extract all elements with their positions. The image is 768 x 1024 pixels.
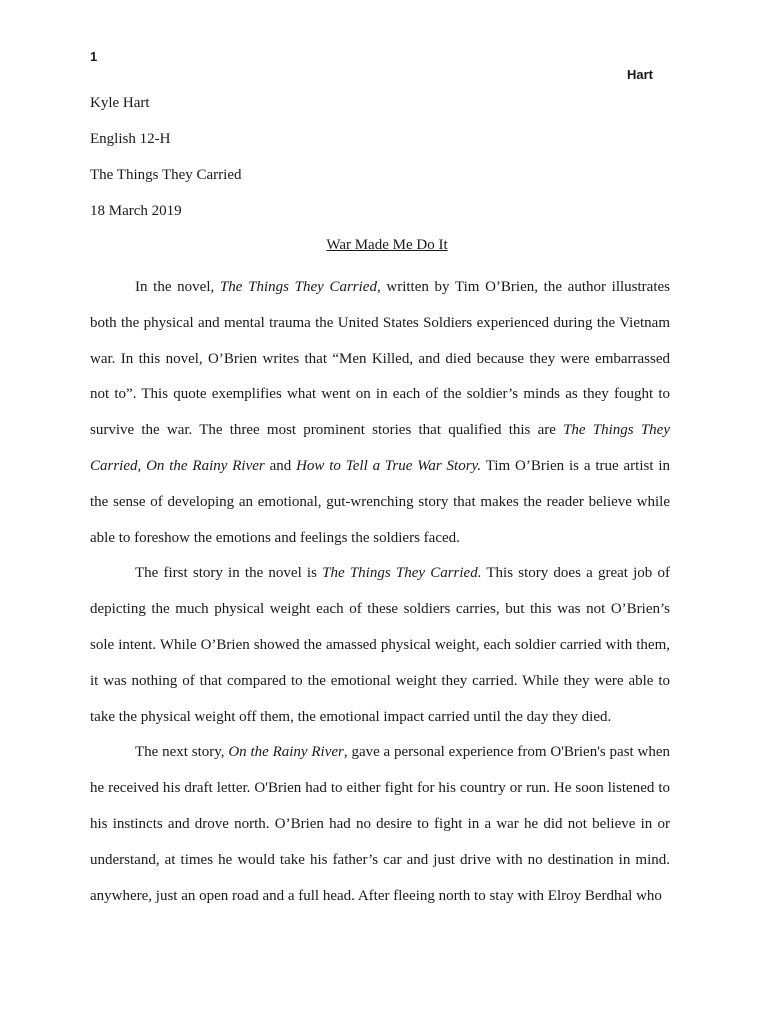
italic-title-run: How to Tell a True War Story. [296, 457, 482, 474]
text-run: and [264, 457, 297, 474]
assignment-subject: The Things They Carried [90, 167, 242, 183]
author-name: Kyle Hart [90, 95, 150, 111]
running-head: Hart [627, 67, 654, 82]
italic-title-run: The Things They Carried, [219, 279, 381, 295]
text-run: The first story in the novel is [135, 565, 323, 582]
text-run: , gave a personal experience from O'Brien's past when he received his draft letter. O'Brien had to either fight for his country or run. He soon listened to his instincts and drove north. O’Brien had no desire to fight in a war he did not believe in or understand, at times he would take his father’s car and just drive with no destination in mind. anywhere, just an open road and a full head. After fleeing north to stay with Elroy Berdhal who [90, 744, 671, 904]
body-paragraph [90, 556, 670, 735]
text-run: This story does a great job of depicting the much physical weight each of these soldiers carries, but this was not O’Brien’s sole intent. While O’Brien showed the amassed physical weight, each soldier carried with them, it was nothing of that compared to the emotional weight they carried. While they were able to take the physical weight off them, the emotional impact carried until the day they died. [90, 565, 670, 725]
body-paragraph [90, 270, 670, 556]
italic-title-run: The Things They Carried. [322, 565, 482, 582]
text-run: The next story, [135, 744, 229, 761]
body-paragraph [90, 735, 670, 914]
page-number: 1 [90, 49, 98, 64]
italic-title-run: The Things They Carried, On the Rainy River [90, 422, 670, 474]
italic-title-run: On the Rainy River [228, 744, 344, 761]
course-name: English 12-H [90, 131, 171, 147]
essay-title: War Made Me Do It [326, 237, 448, 253]
essay-date: 18 March 2019 [90, 203, 182, 219]
essay-body [90, 270, 670, 914]
text-run: Tim O’Brien is a true artist in the sense of developing an emotional, gut-wrenching story that makes the reader believe while able to foreshow the emotions and feelings the soldiers faced. [90, 457, 671, 546]
mla-heading [90, 92, 690, 236]
text-run: In the novel, [135, 279, 220, 295]
text-run: written by Tim O’Brien, the author illustrates both the physical and mental trauma the United States Soldiers experienced during the Vietnam war. In this novel, O’Brien writes that “Men Killed, and died because they were embarrassed not to”. This quote exemplifies what went on in each of the soldier’s minds as they fought to survive the war. The three most prominent stories that qualified this are [90, 279, 670, 439]
